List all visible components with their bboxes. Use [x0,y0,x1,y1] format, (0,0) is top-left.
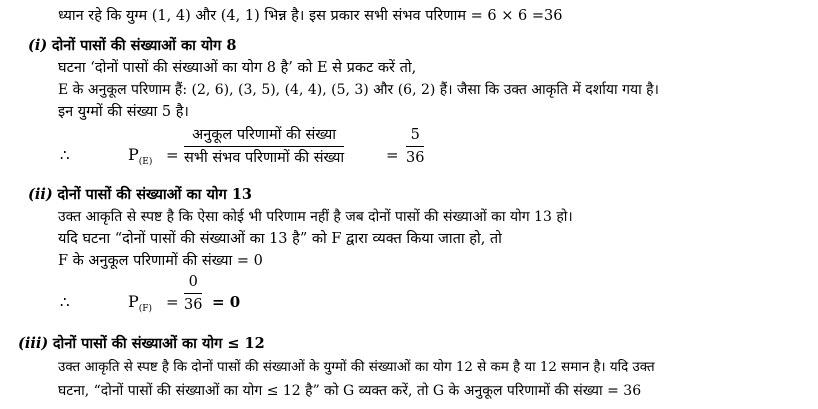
section-i-line-3: इन युग्मों की संख्या 5 है। [58,104,189,120]
therefore-symbol-ii: ∴ [60,293,70,311]
fraction-denominator: सभी संभव परिणामों की संख्या [184,150,345,166]
section-iii-line-2: घटना, “दोनों पासों की संख्याओं का योग ≤ 12 है” को G व्यक्त करें, तो G के अनुकूल परिणामों की संख्या = 36 [58,383,642,399]
fraction-denominator: 36 [406,150,425,166]
section-iii-title: दोनों पासों की संख्याओं का योग ≤ 12 [52,335,265,352]
intro-line: ध्यान रहे कि युग्म (1, 4) और (4, 1) भिन्न है। इस प्रकार सभी संभव परिणाम = 6 × 6 =36 [58,8,563,24]
therefore-symbol-i: ∴ [60,146,70,164]
section-ii-number: (ii) [28,186,53,203]
section-iii-heading [18,334,265,354]
fraction-result-i [406,125,424,168]
p-subscript-e: (E) [138,157,153,168]
section-i-number: (i) [28,37,48,54]
result-zero: = 0 [212,293,241,311]
p-letter: P [128,292,139,311]
fraction-bar [184,146,344,147]
section-i-line-2: E के अनुकूल परिणाम हैं: (2, 6), (3, 5), (4, 4), (5, 3) और (6, 2) हैं। जैसा कि उक्त आकृति में दर्शाया गया है। [58,82,659,98]
section-iii-line-1: उक्त आकृति से स्पष्ट है कि दोनों पासों की संख्याओं के युग्मों की संख्याओं का योग 12 से कम है या 12 समान है। यदि उक्त [58,360,655,375]
section-ii-line-3: F के अनुकूल परिणामों की संख्या = 0 [58,253,263,269]
section-ii-line-2: यदि घटना “दोनों पासों की संख्याओं का 13 है” को F द्वारा व्यक्त किया जाता हो, तो [58,231,502,247]
fraction-numerator: अनुकूल परिणामों की संख्या [192,127,337,143]
p-subscript-f: (F) [138,304,153,315]
fraction-numerator: 0 [188,274,198,290]
fraction-denominator: 36 [184,297,203,313]
fraction-zero-over-36 [184,272,202,315]
probability-f-label [128,292,152,319]
equals-sign: = [166,146,179,164]
p-letter: P [128,145,139,164]
equals-sign: = [166,293,179,311]
fraction-bar [406,146,424,147]
section-i-title: दोनों पासों की संख्याओं का योग 8 [51,37,237,54]
section-i-heading [28,36,236,56]
fraction-bar [184,293,202,294]
section-ii-title: दोनों पासों की संख्याओं का योग 13 [57,186,253,203]
section-ii-line-1: उक्त आकृति से स्पष्ट है कि ऐसा कोई भी परिणाम नहीं है जब दोनों पासों की संख्याओं का योग 13 हो। [58,209,573,225]
section-i-line-1: घटना ‘दोनों पासों की संख्याओं का योग 8 है’ को E से प्रकट करें तो, [58,60,417,76]
probability-e-label [128,145,152,172]
section-iii-number: (iii) [18,335,49,352]
equals-sign: = [386,146,399,164]
section-ii-heading [28,185,252,205]
fraction-favourable-over-total [184,125,344,168]
fraction-numerator: 5 [410,127,420,143]
